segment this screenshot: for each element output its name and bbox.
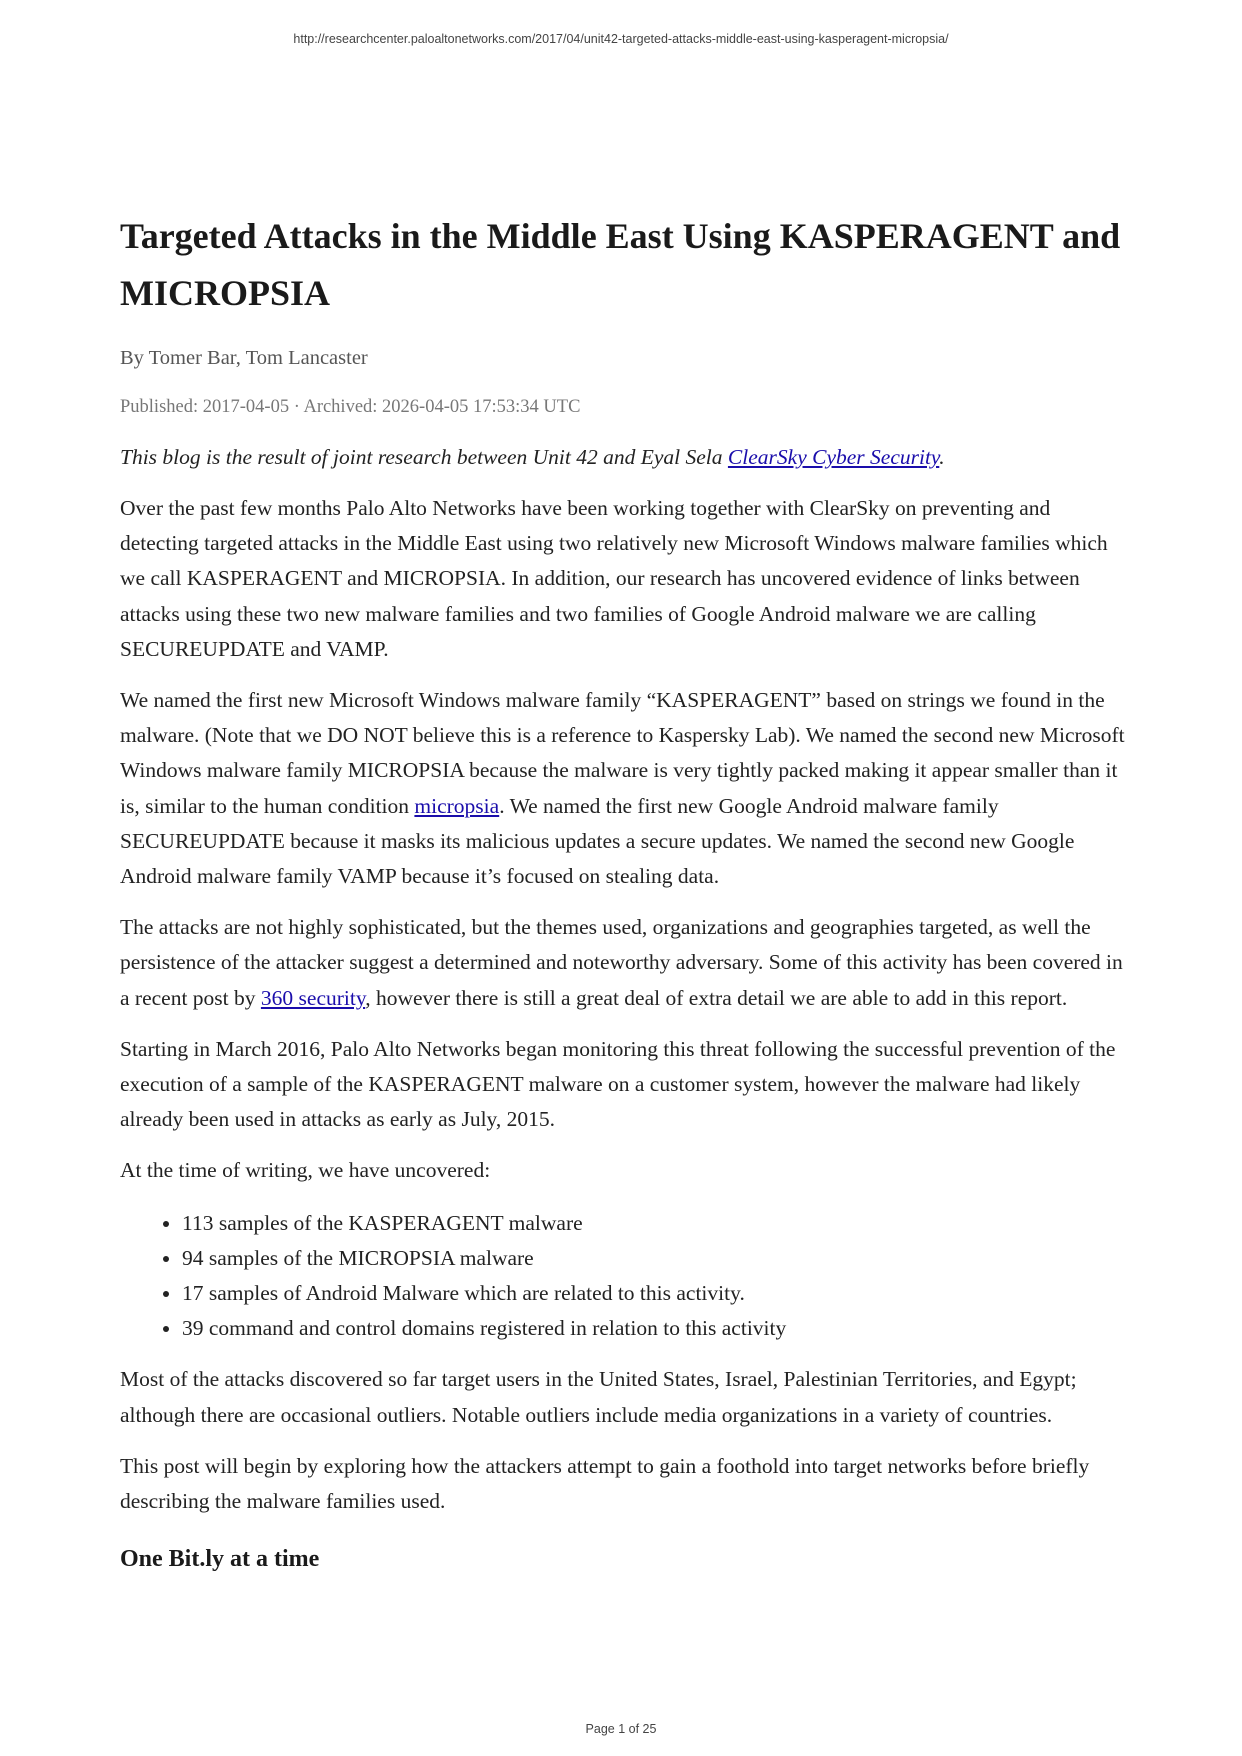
intro-text-end: . <box>939 445 945 469</box>
intro-text: This blog is the result of joint research between Unit 42 and Eyal Sela <box>120 445 728 469</box>
paragraph-targets: Most of the attacks discovered so far target users in the United States, Israel, Palestinian Territories, and Egypt; although there are occasional outliers. Notable outliers include media organizations in a variety of countries. <box>120 1367 1077 1427</box>
paragraph-attacks-text-end: , however there is still a great deal of extra detail we are able to add in this report. <box>365 985 1068 1010</box>
micropsia-link[interactable]: micropsia <box>414 793 500 818</box>
article-published-date: Published: 2017-04-05 · Archived: 2026-04-05 17:53:34 UTC <box>120 397 581 417</box>
paragraph-uncovered-intro: At the time of writing, we have uncovered: <box>120 1158 491 1183</box>
paragraph-monitoring: Starting in March 2016, Palo Alto Networks began monitoring this threat following the successful prevention of the execution of a sample of the KASPERAGENT malware on a customer system, however the malware had likely already been used in attacks as early as July, 2015. <box>120 1036 1116 1132</box>
paragraph-outline: This post will begin by exploring how the attackers attempt to gain a foothold into target networks before briefly describing the malware families used. <box>120 1453 1090 1514</box>
paragraph-naming-text-end: . We named the first new Google Android malware family SECUREUPDATE because it masks its malicious updates a secure updates. We named the second new Google Android malware family VAMP because it’s focused on stealing data. <box>120 793 1075 889</box>
article-title: Targeted Attacks in the Middle East Using KASPERAGENT and MICROPSIA <box>120 216 1121 313</box>
article-intro <box>120 440 1130 475</box>
list-item: • 113 samples of the KASPERAGENT malware <box>182 1206 1130 1241</box>
list-item: • 39 command and control domains registered in relation to this activity <box>182 1311 1130 1346</box>
list-item: • 17 samples of Android Malware which are related to this activity. <box>182 1276 1130 1311</box>
findings-list <box>120 1206 1130 1347</box>
paragraph-naming-text: We named the first new Microsoft Windows malware family “KASPERAGENT” based on strings we found in the malware. (Note that we DO NOT believe this is a reference to Kaspersky Lab). We named the second new Microsoft Windows malware family MICROPSIA because the malware is very tightly packed making it appear smaller than it is, similar to the human condition <box>120 688 1125 818</box>
360-security-link[interactable]: 360 security <box>260 985 366 1010</box>
paragraph-attacks <box>120 910 1130 1016</box>
paragraph-naming <box>120 683 1130 894</box>
section-heading: One Bit.ly at a time <box>120 1546 320 1573</box>
paragraph-attacks-text: The attacks are not highly sophisticated, but the themes used, organizations and geographies targeted, as well the persistence of the attacker suggest a determined and noteworthy adversary. Some of this activity has been covered in a recent post by <box>120 915 1123 1010</box>
list-item: • 94 samples of the MICROPSIA malware <box>182 1241 1130 1276</box>
article-byline: By Tomer Bar, Tom Lancaster <box>120 347 368 369</box>
paragraph-overview: Over the past few months Palo Alto Networks have been working together with ClearSky on preventing and detecting targeted attacks in the Middle East using two relatively new Microsoft Windows malware families which we call KASPERAGENT and MICROPSIA. In addition, our research has uncovered evidence of links between attacks using these two new malware families and two families of Google Android malware we are calling SECUREUPDATE and VAMP. <box>120 496 1108 661</box>
clearsky-link[interactable]: ClearSky Cyber Security <box>727 445 940 469</box>
page-url-header: http://researchcenter.paloaltonetworks.com/2017/04/unit42-targeted-attacks-middle-east-using-kasperagent-micropsia/ <box>293 32 949 46</box>
article <box>120 208 1130 1577</box>
page-number: Page 1 of 25 <box>585 1722 657 1736</box>
